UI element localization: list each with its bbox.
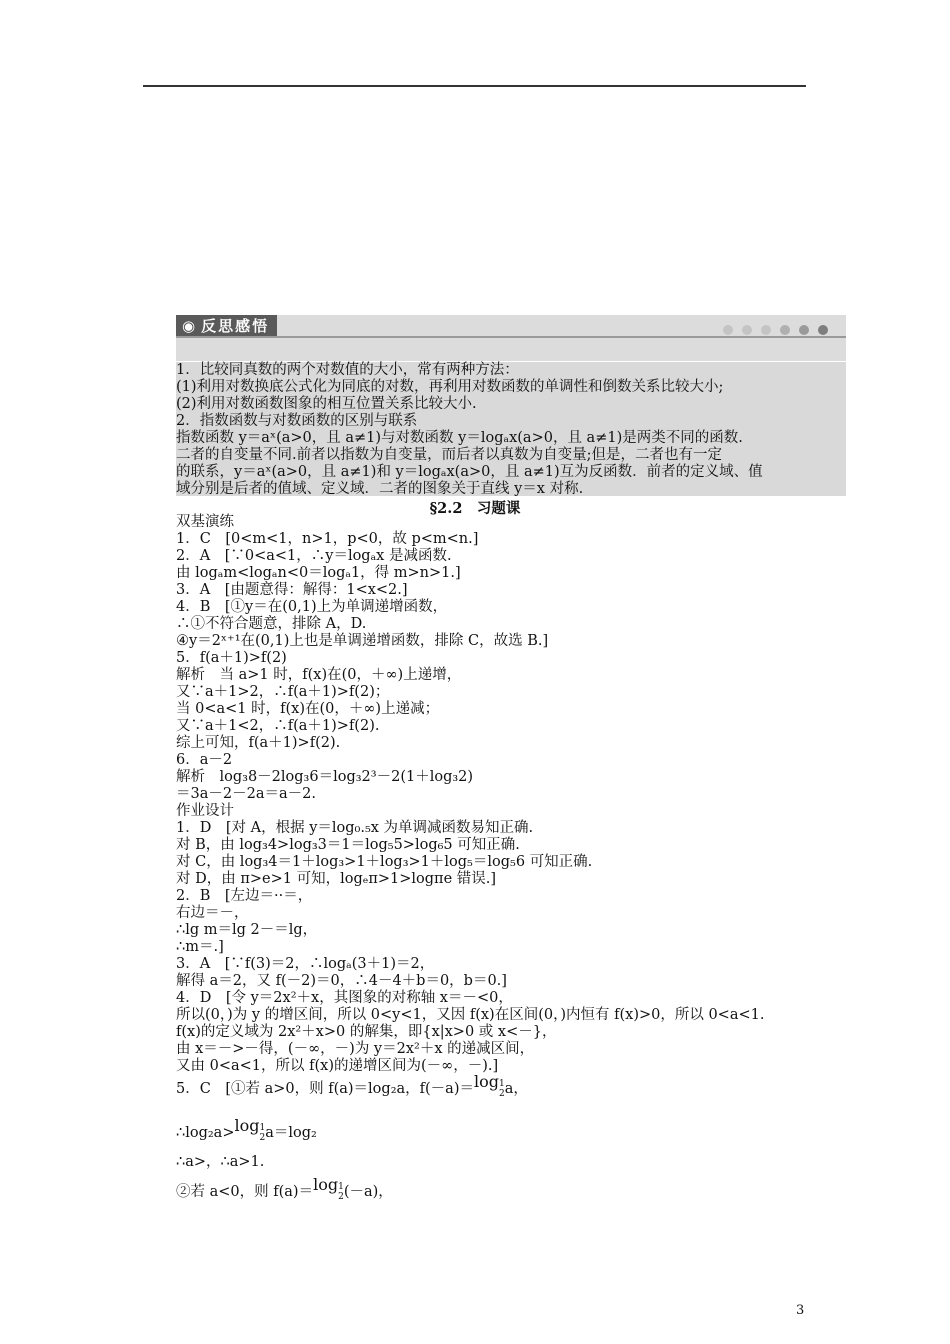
- solution-line: 6．a－2: [176, 752, 233, 768]
- banner-tab: [176, 315, 277, 337]
- solution-line: 2．B [左边＝··＝，: [176, 888, 313, 904]
- reflection-line: (1)利用对数换底公式化为同底的对数，再利用对数函数的单调性和倒数关系比较大小;: [176, 379, 724, 395]
- page-number: 3: [796, 1303, 805, 1318]
- q5-text: 5．C [①若 a>0，则 f(a)＝log₂a，f(－a)＝: [176, 1081, 474, 1097]
- dot-icon: [780, 325, 790, 335]
- solution-line: ④y＝2ˣ⁺¹在(0,1)上也是单调递增函数，排除 C，故选 B.]: [176, 633, 549, 649]
- solution-line: 所以(0，)为 y 的增区间，所以 0<y<1，又因 f(x)在区间(0，)内恒有 f(x)>0，所以 0<a<1.: [176, 1007, 765, 1023]
- solution-line: 4．B [①y＝在(0,1)上为单调递增函数，: [176, 599, 448, 615]
- solution-line: 3．A [由题意得：解得：1<x<2.]: [176, 582, 408, 598]
- solution-line: 3．A [∵f(3)＝2，∴logₐ(3＋1)＝2，: [176, 956, 435, 972]
- solution-line-q5-3: ∴a>，∴a>1.: [176, 1154, 265, 1170]
- fraction-bottom: 2: [338, 1192, 344, 1202]
- reflection-line: 指数函数 y＝aˣ(a>0，且 a≠1)与对数函数 y＝logₐx(a>0，且 a≠1)是两类不同的函数.: [176, 430, 743, 446]
- solution-line: 对 C，由 log₃4＝1＋log₃>1＋log₃>1＋log₅＝log₅6 可知正确.: [176, 854, 593, 870]
- target-icon: ◉: [182, 317, 198, 335]
- q5-text: ②若 a<0，则 f(a)＝: [176, 1184, 314, 1200]
- reflection-line: 二者的自变量不同.前者以指数为自变量，而后者以真数为自变量;但是，二者也有一定: [176, 447, 722, 463]
- solution-line: ∴lg m＝lg 2－＝lg，: [176, 922, 318, 938]
- solution-line: ∴①不符合题意，排除 A，D.: [176, 616, 367, 632]
- dot-icon: [742, 325, 752, 335]
- log-symbol: log: [234, 1116, 260, 1135]
- solution-line-q5-2: [176, 1116, 317, 1143]
- q5-text: a，: [504, 1081, 528, 1097]
- solution-line: 对 D，由 π>e>1 可知，logₑπ>1>logπe 错误.]: [176, 871, 497, 887]
- dot-icon: [723, 325, 733, 335]
- solution-line: 当 0<a<1 时，f(x)在(0，＋∞)上递减；: [176, 701, 440, 717]
- log-symbol: log: [473, 1072, 499, 1091]
- solution-line: 解得 a＝2，又 f(－2)＝0，∴4－4＋b＝0，b＝0.]: [176, 973, 507, 989]
- dot-icon: [818, 325, 828, 335]
- solution-line: 又∵a＋1>2，∴f(a＋1)>f(2)；: [176, 684, 390, 700]
- reflection-line: 的联系，y＝aˣ(a>0，且 a≠1)和 y＝logₐx(a>0，且 a≠1)互为反函数．前者的定义域、值: [176, 464, 763, 480]
- solution-line: 2．A [∵0<a<1，∴y＝logₐx 是减函数.: [176, 548, 452, 564]
- solution-line: 双基演练: [176, 514, 234, 530]
- solution-line: 右边＝－，: [176, 905, 249, 921]
- solution-line: 解析 log₃8－2log₃6＝log₃2³－2(1＋log₃2): [176, 769, 474, 785]
- solution-line: 解析 当 a>1 时，f(x)在(0，＋∞)上递增，: [176, 667, 462, 683]
- banner-title: 反思感悟: [201, 317, 270, 335]
- section-heading: §2.2 习题课: [429, 500, 521, 517]
- q5-text: (－a)，: [343, 1184, 393, 1200]
- reflection-line: 域分别是后者的值域、定义域．二者的图象关于直线 y＝x 对称.: [176, 481, 584, 497]
- fraction-top: 1: [338, 1182, 344, 1192]
- reflection-line: (2)利用对数函数图象的相互位置关系比较大小.: [176, 396, 477, 412]
- solution-line: 综上可知，f(a＋1)>f(2).: [176, 735, 341, 751]
- solution-line: 又由 0<a<1，所以 f(x)的递增区间为(－∞，－).]: [176, 1058, 499, 1074]
- solution-line-q5-1: [176, 1072, 528, 1099]
- log-symbol: log: [313, 1175, 339, 1194]
- reflection-line: 2．指数函数与对数函数的区别与联系: [176, 413, 418, 429]
- reflection-banner: [176, 315, 846, 361]
- fraction-top: 1: [498, 1079, 505, 1089]
- solution-line: f(x)的定义域为 2x²＋x>0 的解集，即{x|x>0 或 x<－}，: [176, 1024, 557, 1040]
- solution-line: 又∵a＋1<2，∴f(a＋1)>f(2).: [176, 718, 380, 734]
- solution-line: 4．D [令 y＝2x²＋x，其图象的对称轴 x＝－<0，: [176, 990, 513, 1006]
- q5-text: a＝log₂: [265, 1125, 317, 1141]
- reflection-box: [176, 362, 846, 496]
- solution-line: 对 B，由 log₃4>log₃3＝1＝log₅5>log₆5 可知正确.: [176, 837, 520, 853]
- solution-line: 1．C [0<m<1，n>1，p<0，故 p<m<n.]: [176, 531, 479, 547]
- decorative-dots: [714, 320, 828, 339]
- solution-line: 由 logₐm<logₐn<0＝logₐ1，得 m>n>1.]: [176, 565, 461, 581]
- q5-text: ∴log₂a>: [176, 1125, 235, 1141]
- solution-line: 作业设计: [176, 803, 234, 819]
- dot-icon: [799, 325, 809, 335]
- solution-line: ∴m＝.]: [176, 939, 224, 955]
- solution-line: ＝3a－2－2a＝a－2.: [176, 786, 316, 802]
- top-rule: [143, 85, 806, 87]
- fraction-bottom: 2: [259, 1133, 266, 1143]
- solution-line-q5-4: [176, 1175, 393, 1202]
- dot-icon: [761, 325, 771, 335]
- solution-line: 由 x＝－>－得，(－∞，－)为 y＝2x²＋x 的递减区间，: [176, 1041, 535, 1057]
- solution-line: 1．D [对 A，根据 y＝log₀.₅x 为单调减函数易知正确.: [176, 820, 534, 836]
- fraction-top: 1: [259, 1123, 266, 1133]
- solution-line: 5．f(a＋1)>f(2): [176, 650, 287, 666]
- reflection-line: 1．比较同真数的两个对数值的大小，常有两种方法：: [176, 362, 519, 378]
- fraction-bottom: 2: [498, 1089, 505, 1099]
